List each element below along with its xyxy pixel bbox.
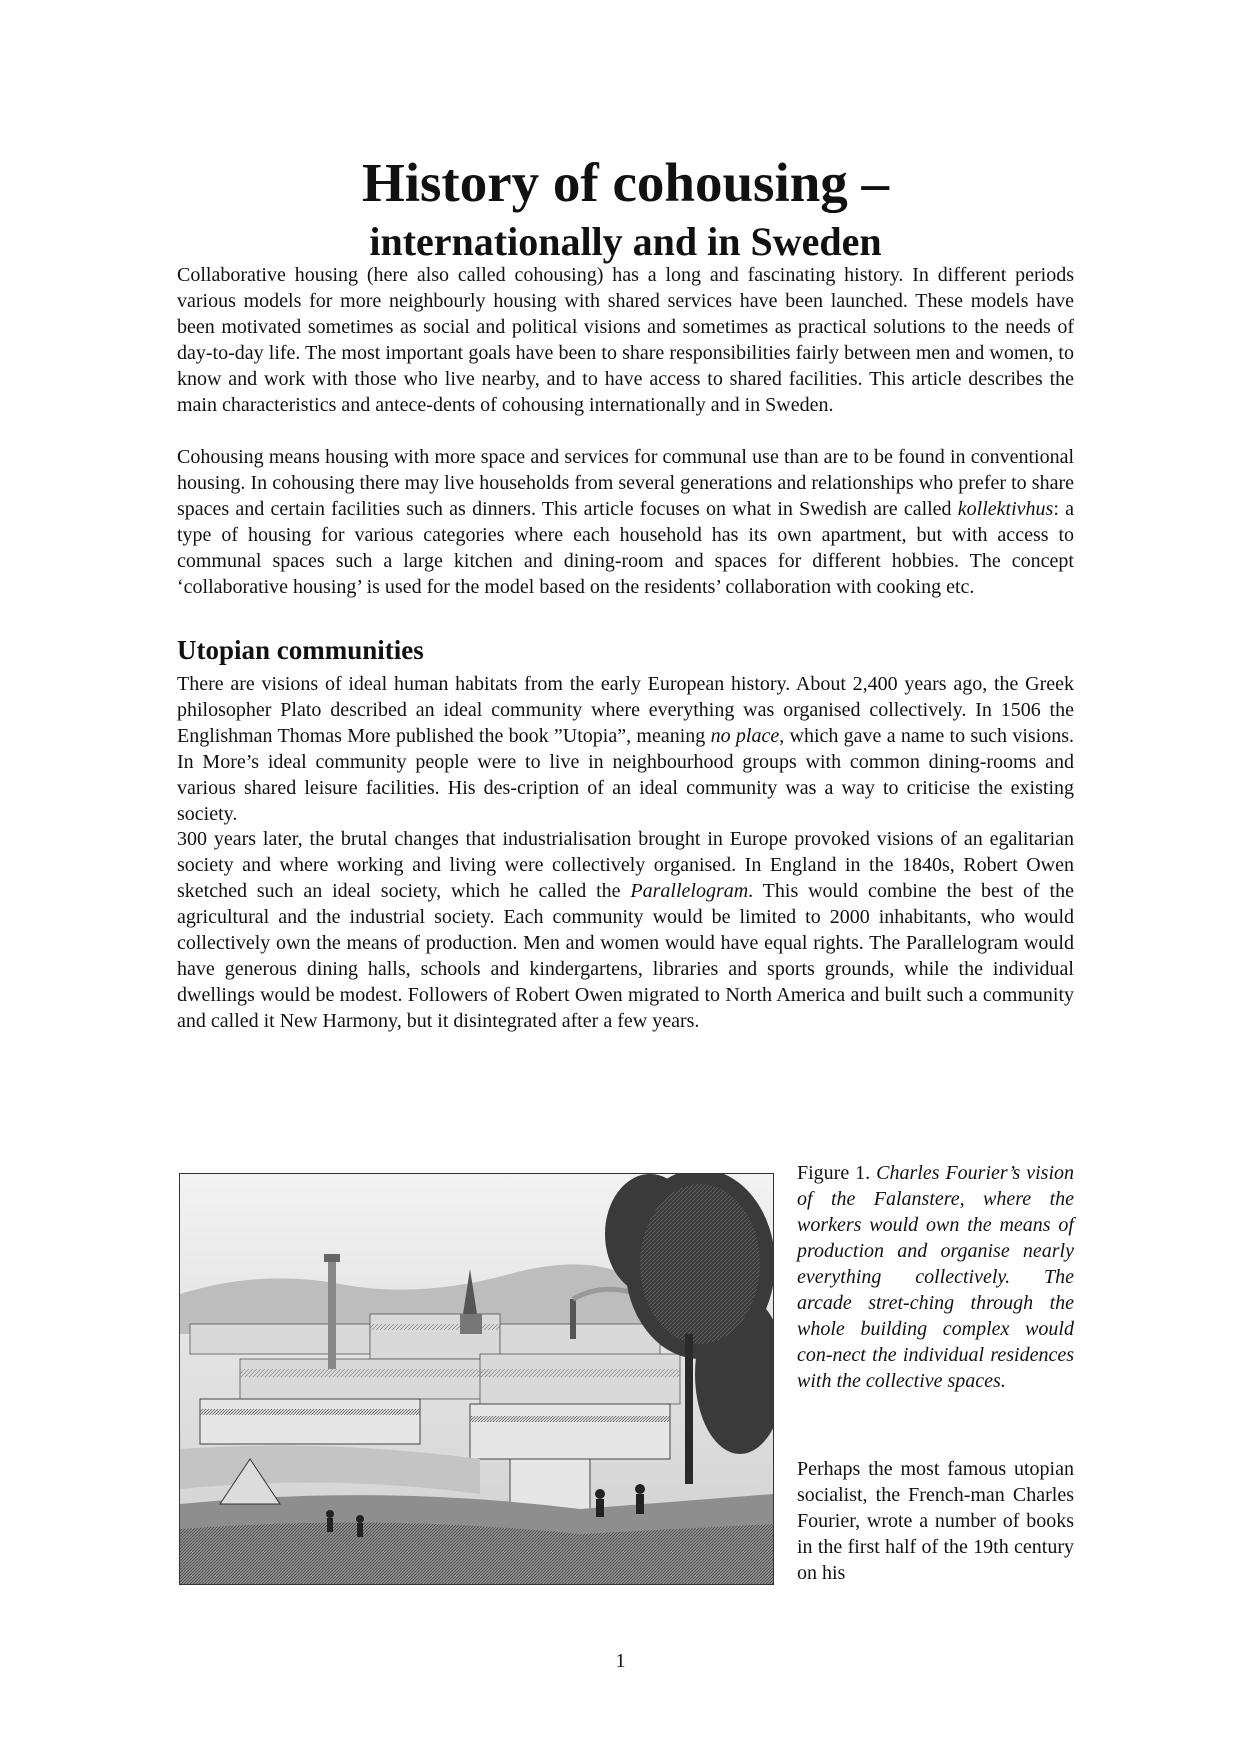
- paragraph-text: There are visions of ideal human habitats from the early European history. About 2,400 years ago, the Greek philosopher Plato described an ideal community where everything was organised collectively. In 1506 the Englishman Thomas More published the book ”Utopia”, meaning: [177, 673, 1074, 747]
- page-number: 1: [615, 1650, 626, 1672]
- figure-caption: [797, 1160, 1074, 1394]
- italic-term: kollektivhus: [957, 498, 1054, 520]
- definition-paragraph: [177, 444, 1074, 600]
- paragraph-text: Cohousing means housing with more space and services for communal use than are to be found in conventional housing. In cohousing there may live households from several generations and relationships who prefer to share spaces and certain facilities such as dinners. This article focuses on what in Swedish are called: [177, 446, 1074, 520]
- page-subtitle: internationally and in Sweden: [369, 219, 882, 264]
- falanstere-illustration: [179, 1173, 774, 1585]
- figure-label: Figure 1.: [797, 1162, 877, 1184]
- italic-term: Parallelogram: [630, 880, 749, 902]
- paragraph-text: 300 years later, the brutal changes that industrialisation brought in Europe provoked visions of an egalitarian society and where working and living were collectively organised. In England in the 1840s, Robert Owen sketched such an ideal society, which he called the: [177, 828, 1074, 902]
- figure-caption-text: Charles Fourier’s vision of the Falanstere, where the workers would own the means of production and organise nearly everything collectively. The arcade stret-ching through the whole building complex would con-nect the individual residences with the collective spaces.: [797, 1162, 1074, 1392]
- intro-paragraph: Collaborative housing (here also called cohousing) has a long and fascinating history. In different periods various models for more neighbourly housing with shared services have been launched. These models have been motivated sometimes as social and political visions and sometimes as practical solutions to the needs of day-to-day life. The most important goals have been to share responsibilities fairly between men and women, to know and work with those who live nearby, and to have access to shared facilities. This article describes the main characteristics and antece-dents of cohousing internationally and in Sweden.: [177, 264, 1074, 416]
- section-heading: Utopian communities: [177, 635, 424, 665]
- owen-paragraph: [177, 826, 1074, 1034]
- fourier-paragraph: Perhaps the most famous utopian socialist, the French-man Charles Fourier, wrote a number of books in the first half of the 19th century on his: [797, 1458, 1074, 1584]
- paragraph-text: . This would combine the best of the agricultural and the industrial society. Each community would be limited to 2000 inhabitants, who would collectively own the means of production. Men and women would have equal rights. The Parallelogram would have generous dining halls, schools and kindergartens, libraries and sports grounds, while the individual dwellings would be modest. Followers of Robert Owen migrated to North America and built such a community and called it New Harmony, but it disintegrated after a few years.: [177, 880, 1074, 1032]
- page-title: History of cohousing –: [361, 152, 890, 213]
- paragraph-text: , which gave a name to such visions. In More’s ideal community people were to live in neighbourhood groups with common dining-rooms and various shared leisure facilities. His des-cription of an ideal community was a way to criticise the existing society.: [177, 725, 1075, 825]
- paragraph-text: : a type of housing for various categories where each household has its own apartment, but with access to communal spaces such a large kitchen and dining-room and spaces for different hobbies. The concept ‘collaborative housing’ is used for the model based on the residents’ collaboration with cooking etc.: [177, 498, 1074, 598]
- italic-term: no place: [710, 725, 780, 747]
- utopia-paragraph: [177, 671, 1074, 827]
